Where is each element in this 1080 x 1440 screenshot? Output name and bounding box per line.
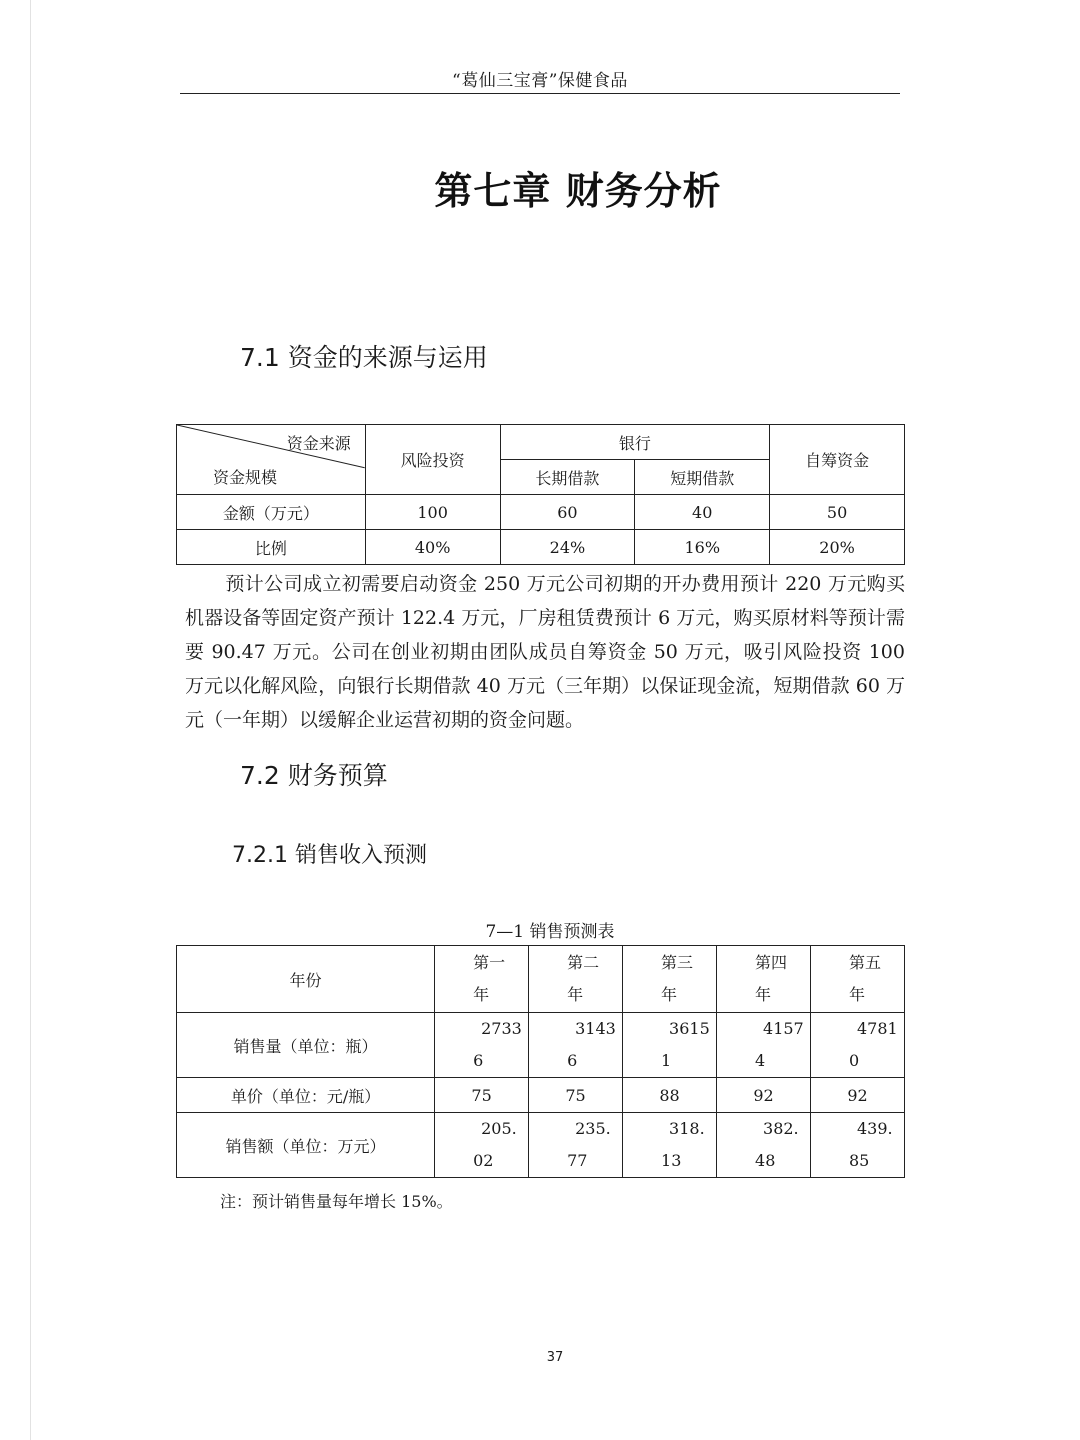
qty-line2: 6 (567, 1051, 578, 1070)
sales-line2: 85 (848, 1151, 870, 1170)
sales-cell (623, 1113, 717, 1178)
page-number: 37 (546, 1350, 564, 1365)
sales-forecast-table (176, 945, 905, 1178)
row-label: 金额（万元） (177, 495, 366, 530)
qty-line1: 4157 (763, 1019, 804, 1038)
cell: 16% (635, 530, 770, 565)
year-line2: 年 (848, 985, 865, 1004)
year-cell (810, 946, 904, 1013)
price-cell: 75 (435, 1078, 529, 1113)
qty-cell (810, 1013, 904, 1078)
qty-cell (623, 1013, 717, 1078)
col-self: 自筹资金 (770, 425, 905, 495)
sales-line2: 02 (473, 1151, 494, 1170)
year-line1: 第三 (661, 953, 694, 972)
sales-line1: 439. (856, 1119, 893, 1138)
qty-line2: 0 (848, 1051, 860, 1070)
chapter-title: 第七章 财务分析 (434, 169, 722, 213)
qty-line1: 4781 (856, 1019, 898, 1038)
col-bank-short: 短期借款 (635, 460, 770, 495)
header-rule (180, 93, 900, 94)
qty-line2: 6 (473, 1051, 484, 1070)
year-cell (435, 946, 529, 1013)
running-header: “葛仙三宝膏”保健食品 (452, 71, 628, 91)
qty-label: 销售量（单位：瓶） (177, 1013, 435, 1078)
header-year-label: 年份 (177, 946, 435, 1013)
qty-line1: 3143 (575, 1019, 616, 1038)
year-cell (717, 946, 811, 1013)
sales-line1: 382. (763, 1119, 799, 1138)
table-row (177, 1078, 905, 1113)
year-line2: 年 (755, 985, 772, 1004)
cell: 20% (770, 530, 905, 565)
sales-cell (529, 1113, 623, 1178)
year-line1: 第一 (473, 953, 506, 972)
year-line2: 年 (661, 985, 678, 1004)
year-cell (623, 946, 717, 1013)
table-row (177, 1113, 905, 1178)
paragraph-text: 预计公司成立初需要启动资金 250 万元公司初期的开办费用预计 220 万元购买机器设备等固定资产预计 122.4 万元，厂房租赁费预计 6 万元，购买原材料等预计需要 90.47 万元。公司在创业初期由团队成员自筹资金 50 万元，吸引风险投资 100 万元以化解风险，向银行长期借款 40 万元（三年期）以保证现金流，短期借款 60 万元（一年期）以缓解企业运营初期的资金问题。 (185, 573, 905, 731)
funding-paragraph (185, 567, 905, 737)
corner-top-label: 资金来源 (286, 434, 351, 453)
col-bank-long: 长期借款 (500, 460, 635, 495)
qty-line2: 1 (661, 1051, 672, 1070)
table-note: 注：预计销售量每年增长 15%。 (220, 1192, 453, 1211)
cell: 24% (500, 530, 635, 565)
price-cell: 92 (717, 1078, 811, 1113)
corner-bottom-label: 资金规模 (213, 468, 278, 487)
section-7-1-heading: 7.1 资金的来源与运用 (240, 343, 488, 372)
year-line1: 第五 (848, 953, 881, 972)
cell: 100 (365, 495, 500, 530)
year-line2: 年 (567, 985, 584, 1004)
section-7-2-1-heading: 7.2.1 销售收入预测 (232, 843, 427, 868)
qty-line1: 2733 (481, 1019, 522, 1038)
sales-line1: 205. (481, 1119, 517, 1138)
page-edge (30, 0, 31, 1440)
table-row (177, 495, 905, 530)
table-row (177, 1013, 905, 1078)
year-line2: 年 (473, 985, 490, 1004)
sales-cell (717, 1113, 811, 1178)
price-cell: 75 (529, 1078, 623, 1113)
qty-cell (717, 1013, 811, 1078)
price-cell: 88 (623, 1078, 717, 1113)
qty-line1: 3615 (669, 1019, 710, 1038)
qty-cell (529, 1013, 623, 1078)
sales-line2: 77 (567, 1151, 588, 1170)
price-label: 单价（单位：元/瓶） (177, 1078, 435, 1113)
sales-cell (435, 1113, 529, 1178)
table-caption: 7—1 销售预测表 (485, 922, 615, 942)
table-corner-cell (177, 425, 366, 495)
sales-cell (810, 1113, 904, 1178)
col-bank: 银行 (500, 425, 770, 460)
cell: 50 (770, 495, 905, 530)
price-cell: 92 (810, 1078, 904, 1113)
year-line1: 第四 (755, 953, 788, 972)
funding-table (176, 424, 905, 565)
col-venture: 风险投资 (365, 425, 500, 495)
cell: 40% (365, 530, 500, 565)
sales-label: 销售额（单位：万元） (177, 1113, 435, 1178)
sales-line2: 48 (755, 1151, 776, 1170)
sales-line1: 318. (669, 1119, 705, 1138)
qty-line2: 4 (755, 1051, 766, 1070)
sales-line2: 13 (661, 1151, 682, 1170)
table-row (177, 530, 905, 565)
year-line1: 第二 (567, 953, 600, 972)
year-cell (529, 946, 623, 1013)
sales-line1: 235. (575, 1119, 611, 1138)
table-row (177, 946, 905, 1013)
cell: 60 (500, 495, 635, 530)
qty-cell (435, 1013, 529, 1078)
cell: 40 (635, 495, 770, 530)
section-7-2-heading: 7.2 财务预算 (240, 761, 388, 790)
row-label: 比例 (177, 530, 366, 565)
